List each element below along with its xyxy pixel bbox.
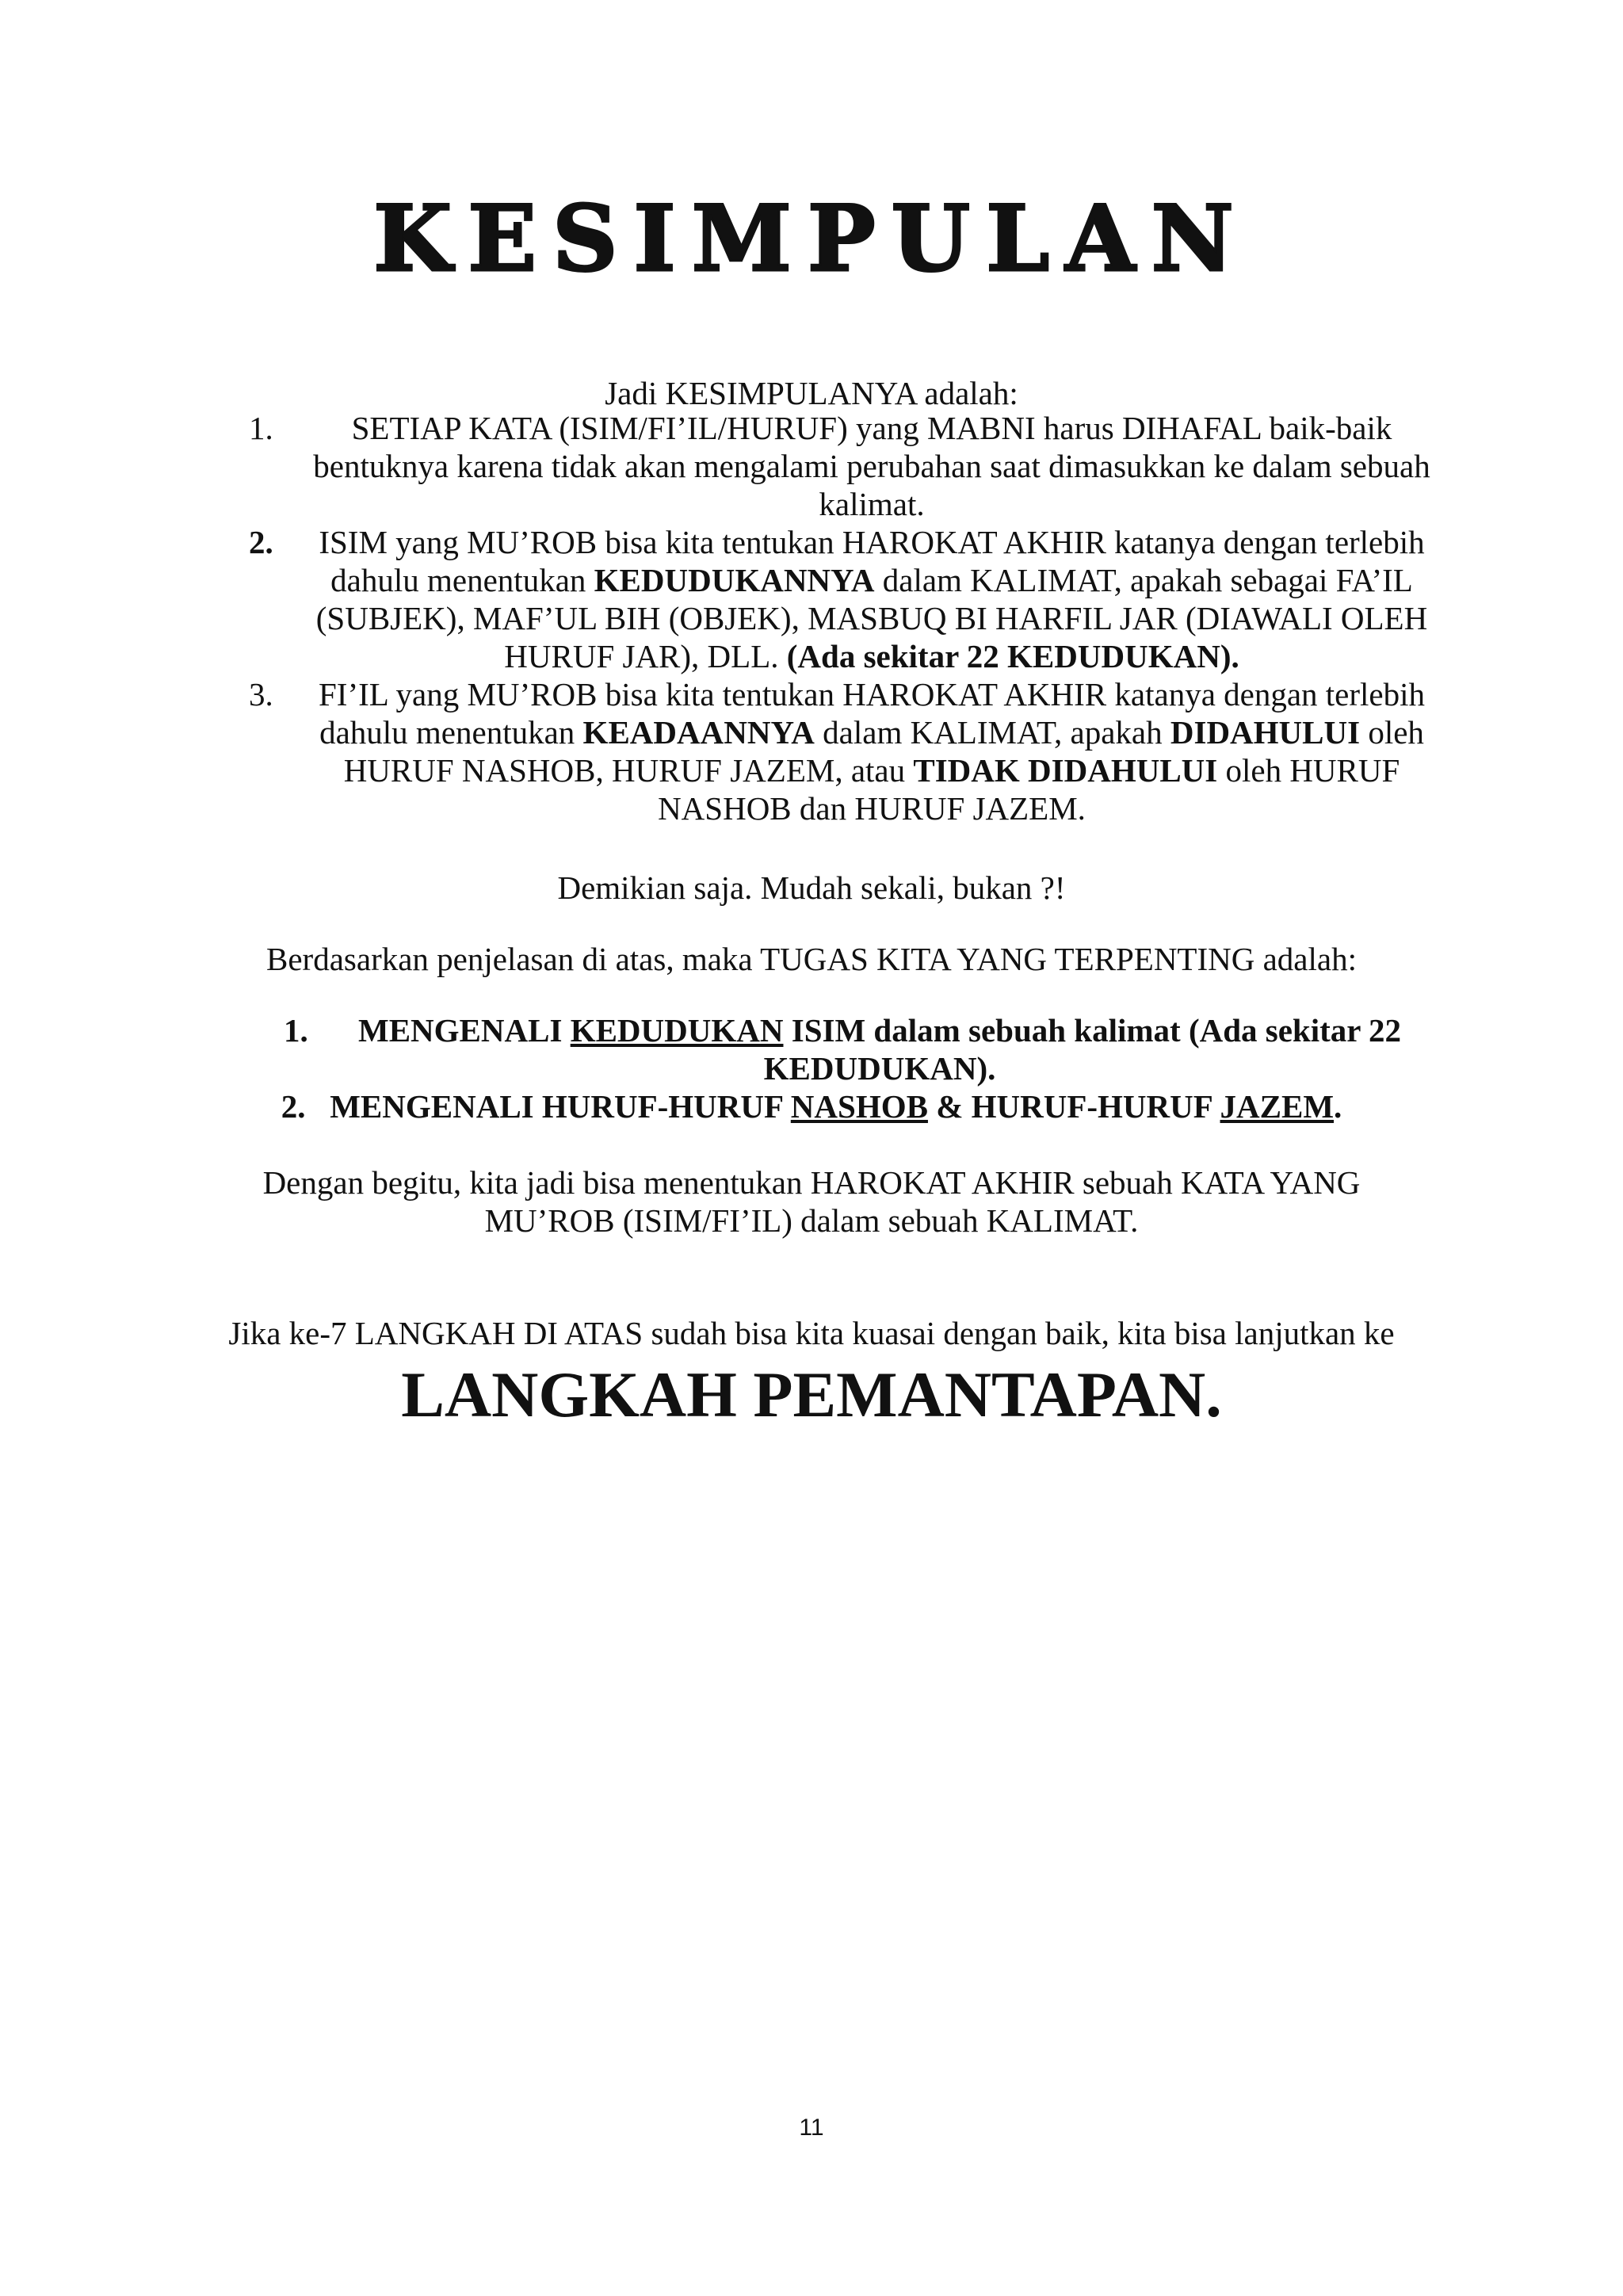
item-bold-text: TIDAK DIDAHULUI: [913, 752, 1218, 789]
intro-text: Jadi KESIMPULANYA adalah:: [605, 375, 1018, 411]
jika-text: Jika ke-7 LANGKAH DI ATAS sudah bisa kita kuasai dengan baik, kita bisa lanjutkan ke: [228, 1315, 1395, 1351]
task-item: [0, 1087, 1623, 1125]
item-bold-text: (Ada sekitar 22 KEDUDUKAN).: [786, 638, 1239, 674]
item-text-part: dalam KALIMAT, apakah: [823, 714, 1163, 751]
conclusion-item: [246, 523, 1450, 675]
item-number: 1.: [249, 410, 273, 446]
task-text: [333, 1011, 1426, 1087]
task-text-part: MENGENALI HURUF-HURUF: [330, 1088, 783, 1125]
dengan-text: [0, 1163, 1623, 1240]
task-text-part: HURUF-HURUF: [971, 1088, 1212, 1125]
next-step-heading: LANGKAH PEMANTAPAN.: [401, 1358, 1222, 1431]
item-text-part: FI’IL yang MU’ROB bisa kita tentukan HAROKAT AKHIR katanya dengan terlebih dahulu menentukan: [318, 676, 1426, 751]
task-underlined-text: KEDUDUKAN: [570, 1012, 784, 1049]
item-text: [293, 675, 1450, 827]
task-underlined-text: JAZEM: [1220, 1088, 1335, 1125]
dengan-text-span: Dengan begitu, kita jadi bisa menentukan HAROKAT AKHIR sebuah KATA YANG MU’ROB (ISIM/FI’IL) dalam sebuah KALIMAT.: [262, 1164, 1361, 1239]
task-number: 2.: [281, 1088, 306, 1125]
item-text-part: oleh HURUF NASHOB, HURUF JAZEM, atau: [343, 714, 1424, 789]
item-number: 2.: [249, 524, 273, 560]
conclusion-item: [246, 409, 1450, 523]
task-text-part: &: [936, 1088, 964, 1125]
item-text: [293, 523, 1450, 675]
item-text: SETIAP KATA (ISIM/FI’IL/HURUF) yang MABNI harus DIHAFAL baik-baik bentuknya karena tidak akan mengalami perubahan saat dimasukkan ke dalam sebuah kalimat.: [313, 410, 1430, 522]
berdasarkan-text: Berdasarkan penjelasan di atas, maka TUGAS KITA YANG TERPENTING adalah:: [266, 941, 1357, 977]
conclusion-item: [246, 675, 1450, 827]
task-underlined-text: NASHOB: [790, 1088, 928, 1125]
item-bold-text: DIDAHULUI: [1170, 714, 1361, 751]
task-number: 1.: [284, 1012, 308, 1049]
page-title: KESIMPULAN: [373, 185, 1250, 292]
task-item: [269, 1011, 1426, 1087]
task-text-part: MENGENALI: [358, 1012, 563, 1049]
task-text-part: ISIM dalam sebuah kalimat (Ada sekitar 22 KEDUDUKAN).: [763, 1012, 1401, 1087]
item-number: 3.: [249, 676, 273, 712]
task-text-part: .: [1334, 1088, 1342, 1125]
item-bold-text: KEDUDUKANNYA: [594, 562, 875, 598]
item-text-part: dalam KALIMAT, apakah sebagai FA’IL (SUBJEK), MAF’UL BIH (OBJEK), MASBUQ BI HARFIL JAR (DIAWALI OLEH HURUF JAR), DLL.: [315, 562, 1428, 674]
page-number: 11: [799, 2115, 824, 2141]
demikian-text: Demikian saja. Mudah sekali, bukan ?!: [557, 869, 1066, 906]
item-text-part: oleh HURUF NASHOB dan HURUF JAZEM.: [658, 752, 1400, 827]
item-bold-text: KEADAANNYA: [582, 714, 815, 751]
item-text-part: ISIM yang MU’ROB bisa kita tentukan HAROKAT AKHIR katanya dengan terlebih dahulu menentukan: [319, 524, 1425, 598]
